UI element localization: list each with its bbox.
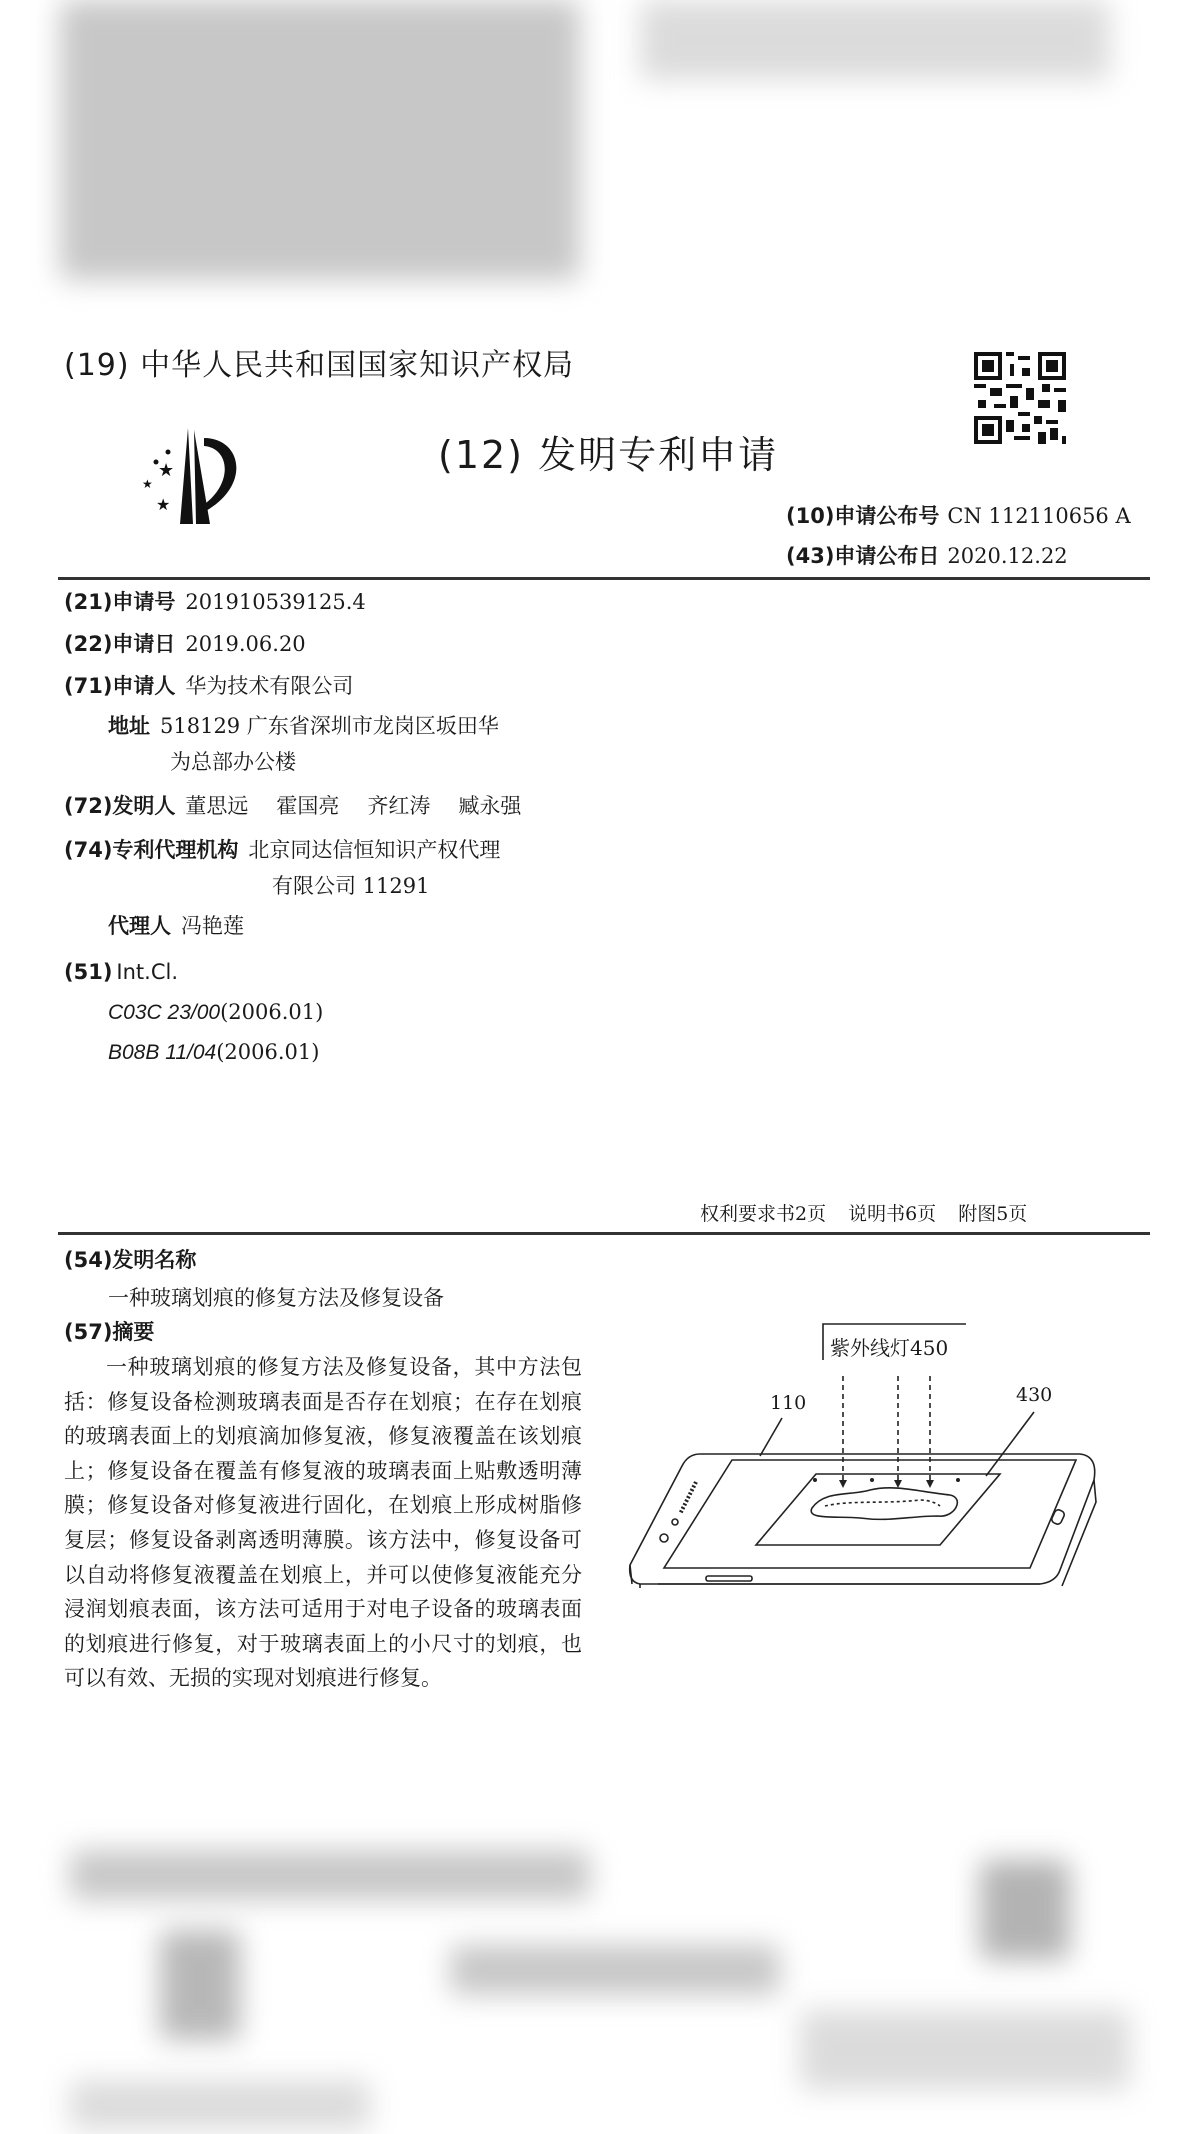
field-code: (51) (64, 960, 113, 984)
abstract-heading (64, 1316, 154, 1346)
issuing-office (64, 340, 574, 384)
address-line-2 (170, 748, 296, 776)
heading-label: 发明名称 (112, 1248, 197, 1272)
ipc-version: (2006.01) (216, 1040, 320, 1064)
blurred-page-bottom-header (70, 1850, 590, 1900)
section-divider (58, 1232, 1150, 1235)
field-label: 地址 (108, 714, 150, 738)
ipc-entry (108, 1040, 319, 1065)
invention-title: 一种玻璃划痕的修复方法及修复设备 (108, 1286, 444, 1310)
description-page-count: 说明书6页 (848, 1203, 937, 1225)
field-label: 申请人 (112, 674, 176, 698)
publication-date-code: (43) (786, 544, 835, 568)
field-value: 201910539125.4 (185, 590, 366, 614)
publication-date-label: 申请公布日 (834, 544, 940, 568)
cnipa-logo-icon (120, 426, 260, 526)
inventor-name: 霍国亮 (276, 794, 340, 818)
document-type (438, 424, 778, 479)
heading-code: (54) (64, 1248, 113, 1272)
field-label: 发明人 (112, 794, 176, 818)
ipc-version: (2006.01) (220, 1000, 324, 1024)
inventor-names (185, 794, 549, 818)
field-code: (21) (64, 590, 113, 614)
field-code: (72) (64, 794, 113, 818)
uv-lamp-label: 紫外线灯450 (830, 1336, 949, 1360)
abstract-figure (620, 1320, 1180, 1620)
claims-page-count: 权利要求书2页 (700, 1203, 827, 1225)
bureau-name: 中华人民共和国国家知识产权局 (140, 348, 575, 383)
blurred-page-bottom-logo (160, 1930, 240, 2040)
ipc-class: B08B 11/04 (108, 1041, 217, 1064)
field-label: Int.Cl. (116, 960, 179, 984)
header-divider (58, 577, 1150, 580)
qr-code-icon (974, 352, 1066, 444)
inventor-name: 董思远 (185, 794, 249, 818)
blurred-page-bottom-field (70, 2080, 370, 2130)
field-code: (74) (64, 838, 113, 862)
ipc-class: C03C 23/00 (108, 1001, 221, 1024)
inventors-field (64, 792, 549, 820)
field-value: 2019.06.20 (185, 632, 306, 656)
invention-title-heading (64, 1244, 196, 1274)
blurred-page-bottom-qr (980, 1860, 1070, 1960)
publication-date-value: 2020.12.22 (947, 544, 1068, 568)
agency-line-2 (272, 872, 429, 900)
page-counts (700, 1199, 1049, 1226)
int-cl-field (64, 958, 178, 986)
field-label: 申请日 (112, 632, 176, 656)
svg-text:★: ★ (142, 477, 153, 491)
inventor-name: 齐红涛 (367, 794, 431, 818)
field-value: 华为技术有限公司 (185, 674, 354, 698)
publication-number-value: CN 112110656 A (947, 504, 1131, 528)
applicant-field (64, 672, 353, 700)
blurred-page-top-right (640, 0, 1110, 80)
heading-code: (57) (64, 1320, 113, 1344)
bureau-code: (19) (64, 348, 130, 383)
ref-label-110: 110 (770, 1392, 807, 1414)
blurred-page-bottom-meta (800, 2010, 1130, 2090)
inventor-name: 臧永强 (458, 794, 522, 818)
application-number-field (64, 588, 366, 616)
field-label: 代理人 (108, 914, 171, 938)
ref-label-430: 430 (1016, 1384, 1053, 1406)
blurred-page-top-left (60, 0, 580, 280)
heading-label: 摘要 (112, 1320, 155, 1344)
publication-number-row (786, 500, 1131, 530)
publication-number-label: 申请公布号 (834, 504, 940, 528)
blurred-page-bottom-title (450, 1945, 780, 1995)
address-line-2-text: 为总部办公楼 (170, 750, 296, 774)
ipc-entry (108, 1000, 323, 1025)
field-label: 专利代理机构 (112, 838, 239, 862)
field-value: 冯艳莲 (181, 914, 244, 938)
svg-text:★: ★ (156, 495, 171, 514)
drawings-page-count: 附图5页 (958, 1203, 1028, 1225)
agency-line-2-text: 有限公司 11291 (272, 874, 430, 898)
publication-date-row (786, 540, 1068, 570)
phone-repair-drawing-icon (620, 1320, 1180, 1620)
doc-type-name: 发明专利申请 (538, 433, 779, 477)
agency-field (64, 836, 500, 864)
doc-type-code: (12) (438, 433, 525, 477)
field-code: (71) (64, 674, 113, 698)
field-code: (22) (64, 632, 113, 656)
svg-text:★: ★ (158, 460, 175, 481)
agent-field (108, 912, 244, 940)
publication-number-code: (10) (786, 504, 835, 528)
agency-line-1: 北京同达信恒知识产权代理 (248, 838, 501, 862)
address-field (108, 712, 499, 740)
field-label: 申请号 (112, 590, 176, 614)
filing-date-field (64, 630, 306, 658)
abstract-text: 一种玻璃划痕的修复方法及修复设备，其中方法包括：修复设备检测玻璃表面是否存在划痕；在存在划痕的玻璃表面上的划痕滴加修复液，修复液覆盖在该划痕上；修复设备在覆盖有修复液的玻璃表面上贴敷透明薄膜；修复设备对修复液进行固化，在划痕上形成树脂修复层；修复设备剥离透明薄膜。该方法中，修复设备可以自动将修复液覆盖在划痕上，并可以使修复液能充分浸润划痕表面，该方法可适用于对电子设备的玻璃表面的划痕进行修复，对于玻璃表面上的小尺寸的划痕，也可以有效、无损的实现对划痕进行修复。 (64, 1355, 582, 1691)
address-line-1: 518129 广东省深圳市龙岗区坂田华 (160, 714, 499, 738)
